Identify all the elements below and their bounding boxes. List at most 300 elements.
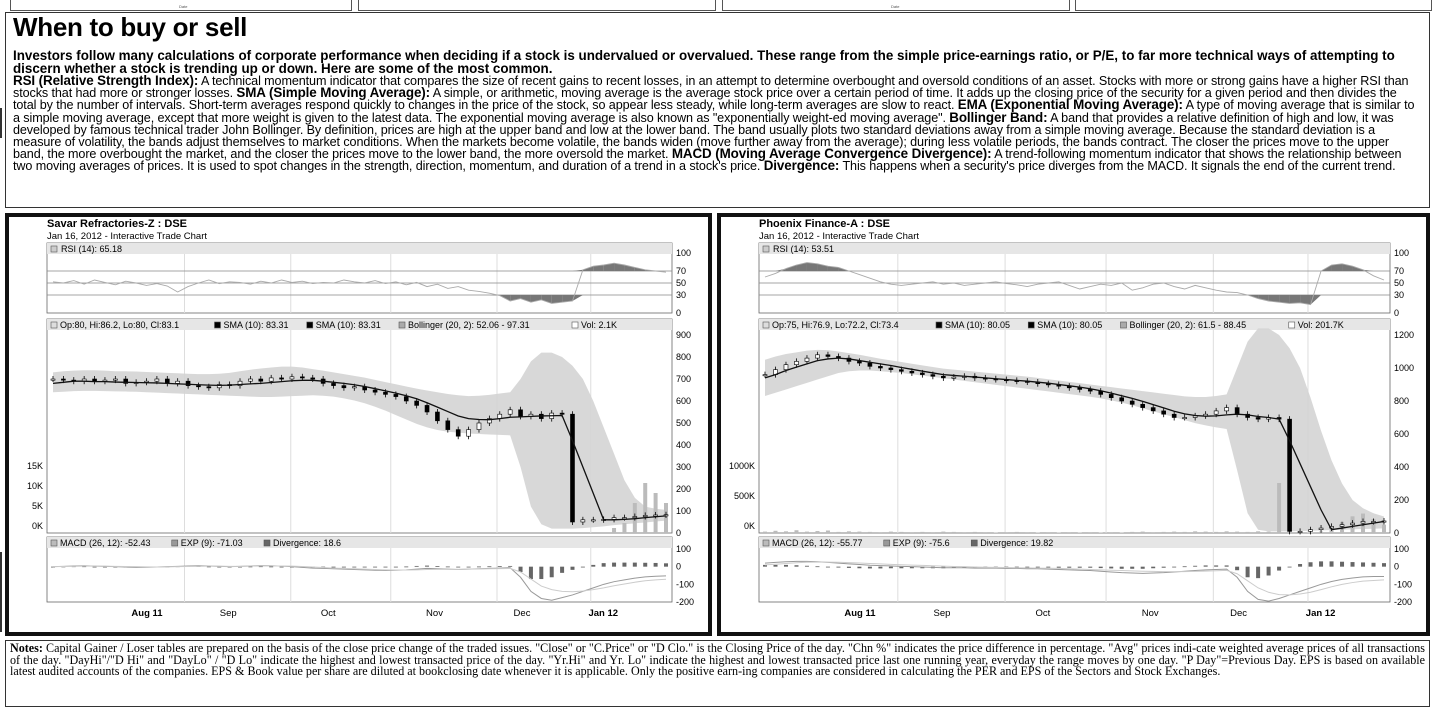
volume-bar — [1015, 532, 1019, 533]
divergence-bar — [363, 567, 367, 568]
macd-legend: MACD (26, 12): -52.43 — [60, 538, 151, 548]
divergence-bar — [404, 566, 408, 567]
def-rsi: A technical momentum indicator that compares the size of recent gains to recent losses, in an attempt to determine overbought and oversold conditions of an asset. Stocks with more or strong gains have a higher RSI than stocks that had more or stronger losses. — [13, 74, 1409, 101]
divergence-bar — [836, 567, 840, 568]
candle — [51, 379, 55, 380]
x-tick-label: Aug 11 — [131, 608, 163, 619]
price-legend: Bollinger (20, 2): 61.5 - 88.45 — [1129, 320, 1247, 330]
volume-bar — [805, 532, 809, 533]
candle — [300, 377, 304, 378]
divergence-bar — [1267, 567, 1271, 576]
candle — [259, 379, 263, 381]
macd-legend: Divergence: 19.82 — [980, 538, 1054, 548]
divergence-bar — [857, 567, 861, 569]
candle — [794, 361, 798, 364]
candle — [910, 371, 914, 373]
price-tick-label: 0 — [676, 528, 682, 538]
divergence-bar — [550, 567, 554, 578]
rsi-tick-label: 70 — [1394, 266, 1405, 276]
volume-bar — [1099, 532, 1103, 533]
candle — [394, 394, 398, 396]
divergence-bar — [868, 567, 872, 569]
candle — [342, 386, 346, 388]
chart-savar-refractories — [5, 213, 712, 636]
candle — [435, 412, 439, 421]
candle — [920, 373, 924, 375]
divergence-bar — [280, 567, 284, 568]
term-bollinger: Bollinger Band: — [949, 109, 1048, 125]
candle — [383, 392, 387, 394]
price-tick-label: 1200 — [1394, 330, 1415, 340]
divergence-bar — [352, 567, 356, 568]
price-tick-label: 300 — [676, 462, 692, 472]
volume-bar — [1214, 532, 1218, 533]
divergence-bar — [1246, 567, 1250, 578]
volume-bar — [952, 532, 956, 533]
glossary-intro: Investors follow many calculations of corporate performance when deciding if a stock is undervalued or overvalued. These range from the simple price-earnings ratio, or P/E, to far more technical ways of attempting to discern whether a stock is trending up or down. Here are some of the most common. — [13, 48, 1395, 76]
legend-swatch — [971, 540, 977, 546]
volume-tick-label: 1000K — [728, 461, 755, 471]
side-mark — [0, 108, 2, 138]
legend-swatch — [264, 540, 270, 546]
divergence-bar — [1225, 565, 1229, 566]
candle — [570, 414, 574, 522]
top-panel-1 — [10, 0, 352, 11]
macd-tick-label: 0 — [676, 561, 682, 572]
x-tick-label: Nov — [1141, 608, 1159, 619]
candle — [889, 368, 893, 370]
divergence-bar — [591, 565, 595, 567]
divergence-bar — [456, 567, 460, 568]
candle — [373, 390, 377, 392]
candle — [93, 379, 97, 381]
legend-swatch — [51, 246, 57, 252]
divergence-bar — [1204, 565, 1208, 566]
divergence-bar — [1319, 561, 1323, 566]
x-tick-label: Oct — [320, 608, 336, 619]
candle — [477, 423, 481, 430]
legend-swatch — [399, 322, 405, 328]
divergence-bar — [539, 567, 543, 579]
price-legend: SMA (10): 83.31 — [315, 320, 381, 330]
rsi-tick-label: 100 — [676, 248, 692, 258]
candle — [290, 377, 294, 379]
volume-bar — [931, 532, 935, 533]
volume-bar — [1046, 532, 1050, 533]
divergence-bar — [581, 567, 585, 568]
chart-subtitle: Jan 16, 2012 - Interactive Trade Chart — [47, 231, 208, 242]
notes-label: Notes: — [10, 641, 43, 655]
volume-bar — [1172, 532, 1176, 533]
price-tick-label: 400 — [676, 440, 692, 450]
volume-bar — [622, 523, 626, 533]
price-tick-label: 500 — [676, 418, 692, 428]
def-divergence: This happens when a security's price diverges from the MACD. It signals the end of the current trend. — [839, 159, 1396, 174]
chart-subtitle: Jan 16, 2012 - Interactive Trade Chart — [759, 231, 920, 242]
price-tick-label: 800 — [676, 352, 692, 362]
candle — [581, 520, 585, 522]
divergence-bar — [435, 566, 439, 567]
volume-tick-label: 500K — [733, 491, 755, 501]
volume-bar — [857, 532, 861, 533]
rsi-legend-bar — [47, 243, 672, 254]
x-tick-label: Jan 12 — [588, 608, 619, 619]
volume-bar — [1277, 483, 1281, 533]
divergence-bar — [612, 563, 616, 567]
top-date-label: Date — [891, 4, 900, 9]
rsi-tick-label: 0 — [676, 308, 682, 318]
chart-phoenix-finance — [717, 213, 1430, 636]
price-legend: SMA (10): 80.05 — [945, 320, 1011, 330]
divergence-bar — [1277, 567, 1281, 571]
volume-bar — [784, 531, 788, 533]
divergence-bar — [1088, 567, 1092, 568]
notes-box — [5, 640, 1430, 707]
stock-chart[interactable] — [721, 217, 1426, 632]
volume-bar — [1193, 531, 1197, 533]
x-tick-label: Dec — [513, 608, 531, 619]
term-macd: MACD (Moving Average Convergence Divergence): — [671, 146, 992, 162]
macd-tick-label: -200 — [1394, 597, 1413, 607]
candle — [1120, 398, 1124, 401]
rsi-tick-label: 70 — [676, 266, 687, 276]
price-tick-label: 200 — [676, 484, 692, 494]
candle — [425, 405, 429, 412]
volume-bar — [878, 532, 882, 533]
volume-bar — [643, 483, 647, 533]
volume-bar — [1036, 532, 1040, 533]
candle — [1288, 419, 1292, 531]
candle — [899, 370, 903, 372]
volume-bar — [1151, 532, 1155, 533]
divergence-bar — [633, 563, 637, 567]
rsi-tick-label: 100 — [1394, 248, 1410, 258]
candle — [1109, 394, 1113, 397]
volume-bar — [815, 531, 819, 533]
volume-bar — [1057, 532, 1061, 533]
divergence-bar — [773, 565, 777, 567]
divergence-bar — [654, 563, 658, 567]
rsi-tick-label: 50 — [1394, 278, 1405, 288]
divergence-bar — [847, 567, 851, 568]
candle — [826, 355, 830, 357]
divergence-bar — [622, 563, 626, 567]
legend-swatch — [215, 322, 221, 328]
price-tick-label: 600 — [676, 396, 692, 406]
volume-bar — [1078, 532, 1082, 533]
candle — [815, 355, 819, 358]
volume-bar — [1267, 532, 1271, 533]
divergence-bar — [602, 563, 606, 567]
candle — [196, 386, 200, 387]
divergence-bar — [1067, 567, 1071, 568]
candle — [560, 413, 564, 414]
volume-bar — [1141, 532, 1145, 533]
volume-bar — [1382, 525, 1386, 533]
macd-tick-label: 100 — [676, 544, 692, 554]
divergence-bar — [1099, 567, 1103, 568]
rsi-tick-label: 30 — [676, 290, 687, 300]
candle — [1309, 530, 1313, 532]
price-legend: Vol: 2.1K — [581, 320, 618, 330]
candle — [113, 379, 117, 380]
candle — [248, 379, 252, 381]
legend-swatch — [572, 322, 578, 328]
volume-bar — [899, 532, 903, 533]
glossary-title: When to buy or sell — [13, 12, 248, 42]
volume-bar — [1120, 532, 1124, 533]
divergence-bar — [805, 566, 809, 567]
divergence-bar — [889, 567, 893, 569]
candle — [155, 379, 159, 381]
x-tick-label: Sep — [933, 608, 951, 619]
volume-tick-label: 10K — [26, 481, 43, 491]
candle — [61, 379, 65, 380]
price-tick-label: 1000 — [1394, 363, 1415, 373]
volume-bar — [1109, 532, 1113, 533]
macd-legend: EXP (9): -71.03 — [180, 538, 243, 548]
divergence-bar — [1372, 563, 1376, 567]
candle — [1214, 411, 1218, 414]
macd-legend: MACD (26, 12): -55.77 — [772, 538, 863, 548]
candle — [508, 410, 512, 414]
rsi-legend-bar — [759, 243, 1390, 254]
volume-bar — [910, 532, 914, 533]
divergence-bar — [342, 567, 346, 568]
divergence-bar — [1288, 567, 1292, 568]
candle — [404, 397, 408, 401]
divergence-bar — [899, 567, 903, 569]
candle — [446, 421, 450, 430]
divergence-bar — [1162, 567, 1166, 568]
legend-swatch — [51, 322, 57, 328]
volume-bar — [962, 532, 966, 533]
divergence-bar — [1298, 564, 1302, 567]
divergence-bar — [1256, 567, 1260, 578]
legend-swatch — [763, 246, 769, 252]
volume-tick-label: 0K — [31, 521, 43, 531]
candle — [207, 387, 211, 388]
x-tick-label: Oct — [1035, 608, 1051, 619]
volume-bar — [1067, 532, 1071, 533]
volume-bar — [847, 531, 851, 533]
legend-swatch — [763, 540, 769, 546]
price-tick-label: 400 — [1394, 462, 1410, 472]
def-ema: A type of moving average that is similar to a simple moving average, except that more weight is given to the latest data. The exponential moving average is also known as "exponentially weight-ed moving average". — [13, 98, 1415, 125]
volume-bar — [1225, 531, 1229, 533]
divergence-bar — [332, 567, 336, 568]
rsi-legend: RSI (14): 53.51 — [773, 244, 835, 254]
volume-bar — [868, 532, 872, 533]
candle — [269, 378, 273, 381]
x-tick-label: Sep — [219, 608, 237, 619]
divergence-bar — [1109, 567, 1113, 569]
divergence-bar — [1183, 566, 1187, 567]
volume-bar — [1162, 532, 1166, 533]
volume-bar — [920, 532, 924, 533]
divergence-bar — [1046, 567, 1050, 568]
divergence-bar — [1340, 562, 1344, 567]
divergence-bar — [1330, 561, 1334, 566]
divergence-bar — [415, 566, 419, 567]
divergence-bar — [878, 567, 882, 569]
divergence-bar — [477, 566, 481, 567]
divergence-bar — [446, 566, 450, 567]
def-sma: A simple, or arithmetic, moving average is the average stock price over a certain period of time. It adds up the closing price of the security for a given period and then divides the total by the number of intervals. Short-term averages respond quickly to changes in the price of the stock, so appear less steady, while long-term averages are slow to react. — [13, 86, 1397, 113]
divergence-bar — [1309, 562, 1313, 566]
candle — [1183, 418, 1187, 419]
divergence-bar — [1351, 562, 1355, 567]
divergence-bar — [560, 567, 564, 573]
candle — [1141, 404, 1145, 407]
macd-tick-label: 100 — [1394, 544, 1410, 554]
candle — [1151, 408, 1155, 411]
price-legend: Op:75, Hi:76.9, Lo:72.2, Cl:73.4 — [772, 320, 899, 330]
top-date-label: Date — [179, 4, 188, 9]
candle — [1298, 531, 1302, 532]
candle — [1361, 521, 1365, 523]
chart-title: Phoenix Finance-A : DSE — [759, 218, 891, 230]
top-panel-4 — [1075, 0, 1432, 11]
macd-tick-label: -100 — [676, 579, 695, 590]
divergence-bar — [1120, 567, 1124, 569]
price-tick-label: 800 — [1394, 396, 1410, 406]
candle — [352, 387, 356, 388]
rsi-legend: RSI (14): 65.18 — [61, 244, 123, 254]
macd-tick-label: -200 — [676, 597, 695, 607]
divergence-bar — [1193, 566, 1197, 567]
volume-bar — [1130, 532, 1134, 533]
legend-swatch — [936, 322, 942, 328]
candle — [1340, 525, 1344, 527]
candle — [311, 378, 315, 379]
divergence-bar — [1130, 567, 1134, 569]
legend-swatch — [51, 540, 57, 546]
candle — [763, 375, 767, 376]
volume-bar — [1004, 532, 1008, 533]
divergence-bar — [826, 567, 830, 568]
stock-chart[interactable] — [9, 217, 708, 632]
divergence-bar — [269, 566, 273, 567]
candle — [280, 378, 284, 379]
rsi-tick-label: 30 — [1394, 290, 1405, 300]
candle — [1172, 414, 1176, 417]
candle — [415, 401, 419, 405]
volume-bar — [664, 503, 668, 533]
glossary-body — [13, 75, 1422, 173]
top-strip — [0, 0, 1438, 12]
candle — [931, 375, 935, 377]
def-macd: A trend-following momentum indicator that shows the relationship between two moving averages of prices. It is used to spot changes in the strength, direction, momentum, and duration of a trend in a stock's price. — [13, 147, 1402, 174]
divergence-bar — [467, 567, 471, 568]
rsi-oversold-fill — [1290, 295, 1300, 303]
candle — [456, 430, 460, 437]
chart-title: Savar Refractories-Z : DSE — [47, 218, 187, 230]
divergence-bar — [425, 566, 429, 567]
volume-bar — [1088, 532, 1092, 533]
divergence-bar — [1078, 567, 1082, 568]
price-tick-label: 600 — [1394, 429, 1410, 439]
divergence-bar — [1151, 567, 1155, 569]
price-tick-label: 700 — [676, 374, 692, 384]
legend-swatch — [763, 322, 769, 328]
divergence-bar — [815, 566, 819, 567]
candle — [1225, 408, 1229, 411]
volume-bar — [994, 532, 998, 533]
term-rsi: RSI (Relative Strength Index): — [13, 73, 199, 88]
candle — [1130, 401, 1134, 404]
macd-tick-label: -100 — [1394, 579, 1413, 590]
candle — [1235, 408, 1239, 415]
divergence-bar — [1141, 567, 1145, 569]
candle — [952, 377, 956, 378]
candle — [805, 358, 809, 361]
rsi-tick-label: 50 — [676, 278, 687, 288]
macd-legend: Divergence: 18.6 — [273, 538, 342, 548]
x-tick-label: Jan 12 — [1305, 608, 1336, 619]
price-tick-label: 900 — [676, 330, 692, 340]
candle — [519, 410, 523, 417]
candle — [784, 365, 788, 370]
candle — [1319, 528, 1323, 530]
legend-swatch — [1289, 322, 1295, 328]
divergence-bar — [1057, 567, 1061, 568]
candle — [633, 517, 637, 518]
volume-bar — [836, 532, 840, 533]
volume-bar — [1025, 532, 1029, 533]
volume-tick-label: 0K — [743, 521, 755, 531]
divergence-bar — [1172, 567, 1176, 568]
price-legend: Op:80, Hi:86.2, Lo:80, Cl:83.1 — [60, 320, 180, 330]
x-tick-label: Nov — [426, 608, 443, 619]
price-legend: Bollinger (20, 2): 52.06 - 97.31 — [408, 320, 530, 330]
candle — [332, 383, 336, 385]
candle — [643, 515, 647, 516]
divergence-bar — [93, 567, 97, 568]
volume-bar — [763, 532, 767, 533]
x-tick-label: Aug 11 — [844, 608, 876, 619]
volume-bar — [773, 531, 777, 533]
volume-tick-label: 15K — [26, 461, 43, 471]
candle — [878, 366, 882, 368]
volume-bar — [983, 532, 987, 533]
divergence-bar — [1214, 565, 1218, 566]
def-bollinger: A band that provides a relative definition of high and low, it was developed by famous technical trader John Bollinger. By definition, prices are high at the upper band and low at the lower band. The band usually plots two standard deviations away from a simple moving average. Because the standard deviation is a measure of volatility, the bands adjust themselves to market conditions. When the markets become volatile, the bands widen (move further away from the average); during less volatile periods, the bands contract. The closer the prices move to the upper band, the more overbought the market, and the closer the prices move to the lower band, the more oversold the market. — [13, 110, 1394, 162]
price-tick-label: 0 — [1394, 528, 1400, 538]
volume-bar — [612, 528, 616, 533]
divergence-bar — [643, 563, 647, 567]
candle — [1351, 523, 1355, 525]
candle — [1078, 388, 1082, 390]
top-panel-2 — [358, 0, 716, 11]
volume-bar — [973, 532, 977, 533]
price-legend: SMA (10): 80.05 — [1037, 320, 1103, 330]
candle — [1162, 411, 1166, 414]
volume-bar — [1246, 532, 1250, 533]
legend-swatch — [307, 322, 313, 328]
divergence-bar — [784, 565, 788, 567]
candle — [857, 361, 861, 363]
candle — [591, 520, 595, 521]
legend-swatch — [1121, 322, 1127, 328]
divergence-bar — [1235, 567, 1239, 571]
top-panel-3 — [722, 0, 1070, 11]
candle — [868, 363, 872, 366]
legend-swatch — [1028, 322, 1034, 328]
side-mark — [0, 552, 2, 632]
notes-text: Capital Gainer / Loser tables are prepared on the basis of the close price change of the traded issues. "Close" or "C.Price" or "D Clo." is the Closing Price of the day. "Chn %" indicates the price difference in percentage. "Avg" prices indi-cate weighted average prices of all transactions of the day. "DayHi"/"D Hi" and "DayLo" / "D Lo" indicate the highest and lowest transacted price of the day. "Yr.Hi" and Yr. Lo" indicate the highest and lowest transacted price last one running year, everyday the range moves by one day. "P Day"=Previous Day. EPS is based on available latest audited accounts of the companies. EPS & Book value per share are diluted at bookclosing date whenever it is applicable. Only the positive earn-ing companies are considered in calculating the PER and EPS of the Sectors and Stock Exchanges. — [10, 641, 1425, 679]
legend-swatch — [172, 540, 178, 546]
